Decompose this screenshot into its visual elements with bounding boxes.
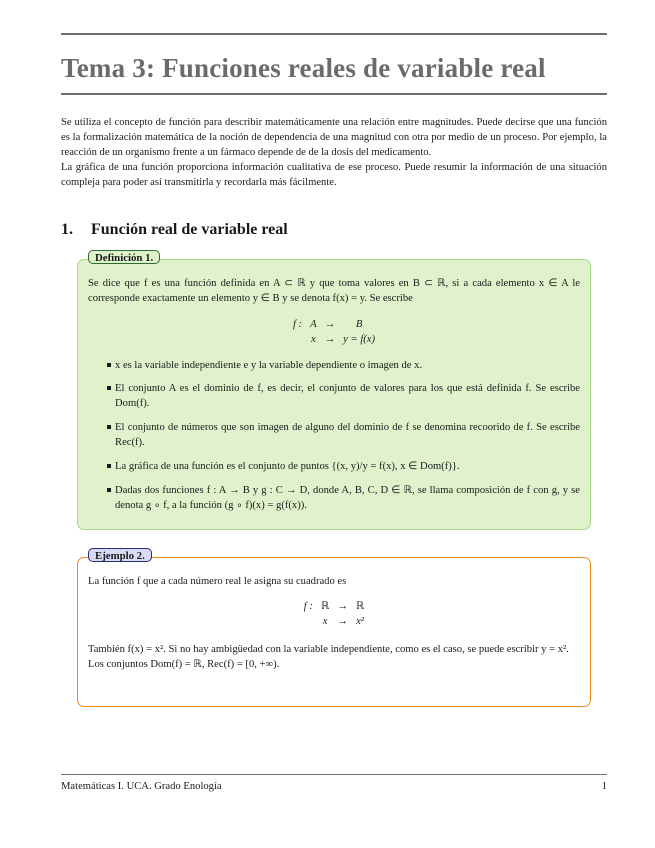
bullet-icon — [107, 488, 111, 492]
map-arrow: → — [324, 334, 336, 345]
example-mapping — [78, 599, 590, 629]
map-domain: ℝ — [320, 601, 330, 612]
list-item: El conjunto de números que son imagen de alguno del dominio de f se denomina recoorido de f. Se escribe Rec(f). — [88, 420, 580, 450]
list-item: x es la variable independiente e y la variable dependiente o imagen de x. — [88, 358, 580, 373]
map-var: x — [322, 616, 328, 627]
title-underline — [61, 93, 607, 95]
definition-mapping — [78, 317, 590, 347]
map-func: f : — [292, 319, 303, 330]
list-item: El conjunto A es el dominio de f, es decir, el conjunto de valores para los que está definida f. Se escribe Dom(f). — [88, 381, 580, 411]
bullet-icon — [107, 464, 111, 468]
map-image: y = f(x) — [343, 334, 376, 345]
map-arrow: → — [337, 616, 348, 627]
top-rule — [61, 33, 607, 35]
bullet-icon — [107, 386, 111, 390]
map-var: x — [310, 334, 316, 345]
intro-text — [61, 115, 607, 190]
page-title: Tema 3: Funciones reales de variable real — [61, 53, 546, 83]
definition-statement: Se dice que f es una función definida en A ⊂ ℝ y que toma valores en B ⊂ ℝ, si a cada elemento x ∈ A le corresponde exactamente un elemento y ∈ B y se denota f(x) = y. Se escribe — [88, 278, 580, 304]
map-arrow: → — [324, 319, 336, 330]
list-item: La gráfica de una función es el conjunto de puntos {(x, y)/y = f(x), x ∈ Dom(f)}. — [88, 459, 580, 474]
map-func: f : — [303, 601, 313, 612]
bullet-icon — [107, 363, 111, 367]
definition-list — [88, 358, 580, 513]
example-label: Ejemplo 2. — [88, 548, 152, 562]
footer — [61, 781, 607, 792]
footer-rule — [61, 774, 607, 775]
example-box — [77, 557, 591, 707]
example-statement: La función f que a cada número real le asigna su cuadrado es — [88, 576, 347, 587]
footer-text: Matemáticas I. UCA. Grado Enología — [61, 781, 222, 792]
intro-paragraph-2: La gráfica de una función proporciona información cualitativa de ese proceso. Puede resumir la información de una situación compleja para poder así transmitirla y recordarla más fácilmente. — [61, 162, 607, 188]
page-number: 1 — [601, 781, 607, 792]
map-image: x² — [356, 616, 364, 627]
bullet-icon — [107, 425, 111, 429]
intro-paragraph-1: Se utiliza el concepto de función para describir matemáticamente una relación entre magnitudes. Puede decirse que una función es la formalización matemática de la noción de dependencia de una magnitud con otra por medio de un proceso. Por ejemplo, la reacción de un organismo frente a un fármaco depende de de la dosis del medicamento. — [61, 117, 607, 158]
map-arrow: → — [337, 601, 348, 612]
section-heading — [61, 221, 288, 239]
map-domain: A — [310, 319, 317, 330]
map-codomain: ℝ — [355, 601, 365, 612]
example-line-1: También f(x) = x². Si no hay ambigüedad con la variable independiente, como es el caso, se puede escribir y = x². — [88, 644, 569, 655]
definition-label: Definición 1. — [88, 250, 160, 264]
section-title: Función real de variable real — [91, 221, 288, 238]
example-line-2: Los conjuntos Dom(f) = ℝ, Rec(f) = [0, +∞). — [88, 659, 280, 670]
definition-box — [77, 259, 591, 530]
map-codomain: B — [355, 319, 363, 330]
section-number: 1. — [61, 221, 73, 238]
list-item: Dadas dos funciones f : A → B y g : C → D, donde A, B, C, D ∈ ℝ, se llama composición de f con g, y se denota g ∘ f, a la función (g ∘ f)(x) = g(f(x)). — [88, 483, 580, 513]
